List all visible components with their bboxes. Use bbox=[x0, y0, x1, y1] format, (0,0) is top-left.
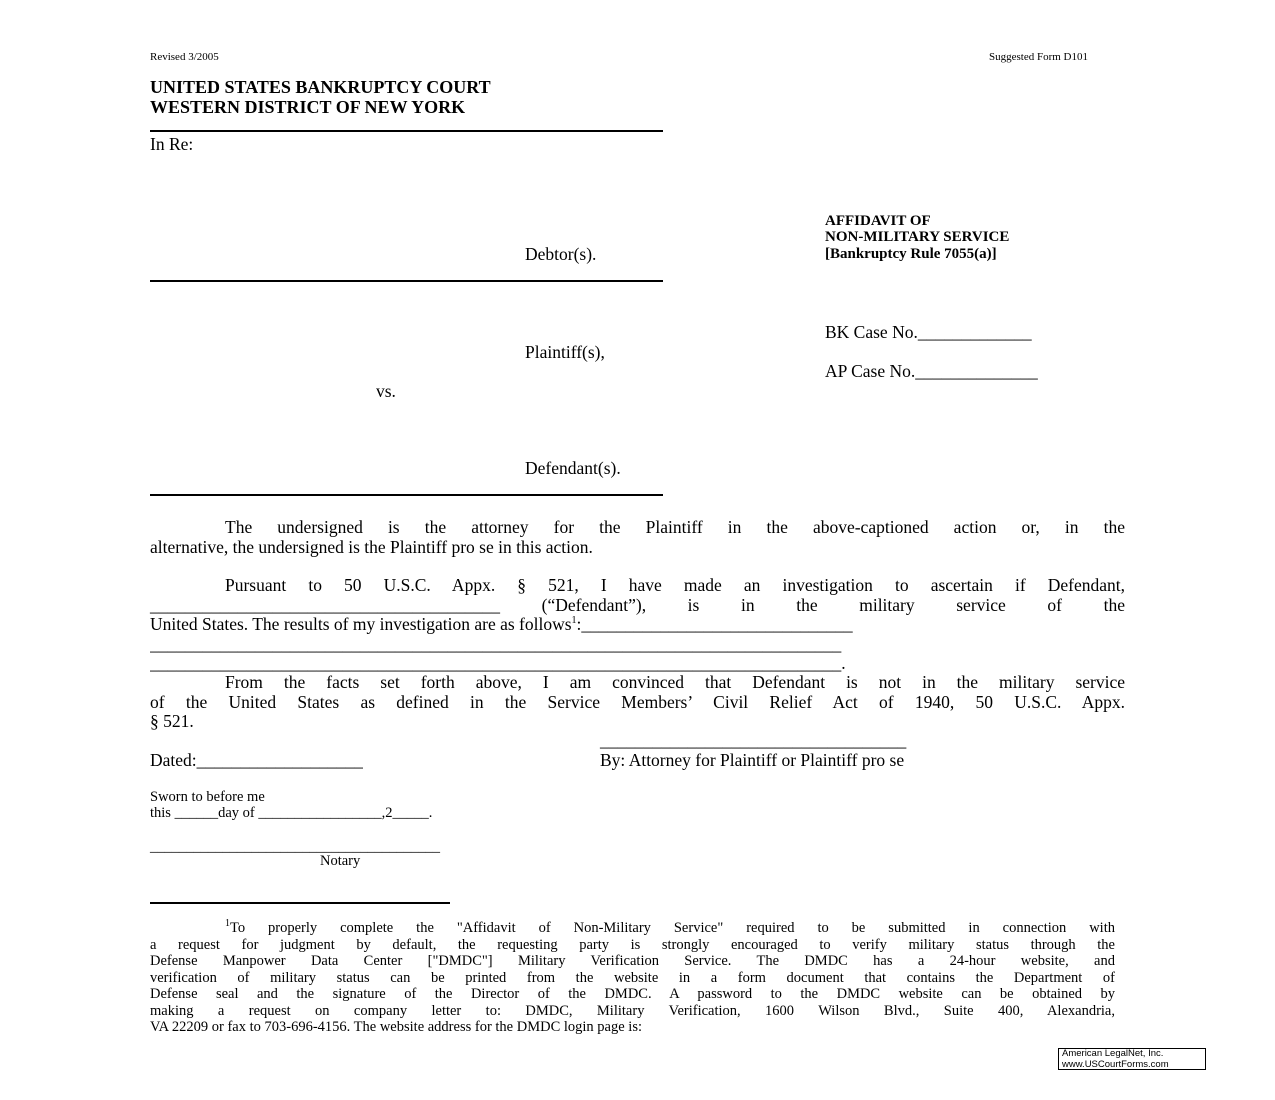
footnote-line2: a request for judgment by default, the requesting party is strongly encouraged to verify military status through the bbox=[150, 936, 1115, 953]
footnote-line6: making a request on company letter to: DMDC, Military Verification, 1600 Wilson Blvd., Suite 400, Alexandria, bbox=[150, 1002, 1115, 1019]
title-line2: NON-MILITARY SERVICE bbox=[825, 229, 1010, 245]
plaintiff-label: Plaintiff(s), bbox=[525, 342, 605, 362]
footnote-line7: VA 22209 or fax to 703-696-4156. The website address for the DMDC login page is: bbox=[150, 1019, 642, 1035]
vs-label: vs. bbox=[376, 381, 396, 401]
p3-line1: From the facts set forth above, I am convinced that Defendant is not in the military service bbox=[225, 672, 1125, 692]
caption-top-rule bbox=[150, 130, 663, 132]
footnote-ref: 1 bbox=[571, 615, 577, 627]
revised-date: Revised 3/2005 bbox=[150, 51, 219, 63]
footnote-line5: Defense seal and the signature of the Director of the DMDC. A password to the DMDC website can be obtained by bbox=[150, 986, 1115, 1002]
title-rule-ref: [Bankruptcy Rule 7055(a)] bbox=[825, 246, 997, 262]
p3-line3: § 521. bbox=[150, 711, 194, 731]
paragraph-conclusion bbox=[150, 673, 1125, 732]
paragraph-attorney bbox=[150, 518, 1125, 557]
p3-line2: of the United States as defined in the Service Members’ Civil Relief Act of 1940, 50 U.S.C. Appx. bbox=[150, 691, 1125, 712]
signature-line: ___________________________________ bbox=[600, 730, 907, 750]
signature-by-label: By: Attorney for Plaintiff or Plaintiff pro se bbox=[600, 750, 905, 770]
bk-case-label: BK Case No. bbox=[825, 322, 918, 342]
ap-case-number bbox=[825, 361, 1038, 382]
ap-case-label: AP Case No. bbox=[825, 361, 916, 381]
court-name: UNITED STATES BANKRUPTCY COURT bbox=[150, 77, 491, 97]
p2-line3-tail: :_______________________________ bbox=[576, 614, 853, 634]
p2-line3-text: United States. The results of my investigation are as follows bbox=[150, 614, 572, 634]
debtor-label: Debtor(s). bbox=[525, 244, 597, 264]
caption-debtor-rule bbox=[150, 280, 663, 282]
stamp-line2: www.USCourtForms.com bbox=[1062, 1058, 1169, 1070]
publisher-stamp bbox=[1058, 1048, 1206, 1070]
title-line1: AFFIDAVIT OF bbox=[825, 213, 931, 229]
notary-signature-line: ________________________________________ bbox=[150, 839, 440, 855]
dated-field: Dated:___________________ bbox=[150, 750, 363, 770]
footnote-line1: To properly complete the "Affidavit of Non-Military Service" required to be submitted in connection with bbox=[230, 920, 1115, 936]
bk-case-number bbox=[825, 322, 1032, 343]
sworn-line2: this ______day of _________________,2_____. bbox=[150, 805, 433, 821]
footnote-line4: verification of military status can be printed from the website in a form document that contains the Department of bbox=[150, 969, 1115, 986]
defendant-label: Defendant(s). bbox=[525, 458, 621, 478]
p2-line1: Pursuant to 50 U.S.C. Appx. § 521, I have made an investigation to ascertain if Defendant, bbox=[225, 575, 1125, 595]
stamp-line1: American LegalNet, Inc. bbox=[1062, 1048, 1164, 1059]
form-id: Suggested Form D101 bbox=[989, 51, 1088, 63]
p1-line2: alternative, the undersigned is the Plaintiff pro se in this action. bbox=[150, 536, 593, 557]
p2-line3 bbox=[150, 615, 1125, 635]
footnote-separator bbox=[150, 902, 450, 904]
court-district: WESTERN DISTRICT OF NEW YORK bbox=[150, 97, 466, 117]
paragraph-investigation bbox=[150, 576, 1125, 674]
footnote-number: 1 bbox=[225, 918, 230, 930]
p2-line2: ________________________________________ (“Defendant”), is in the military service of the bbox=[150, 594, 1125, 615]
p1-line1: The undersigned is the attorney for the Plaintiff in the above-captioned action or, in the bbox=[225, 517, 1125, 537]
results-blank-line-1: _______________________________________________________________________________ bbox=[150, 634, 842, 654]
in-re-label: In Re: bbox=[150, 134, 194, 154]
bk-case-blank: _____________ bbox=[917, 322, 1032, 342]
footnote bbox=[150, 920, 1115, 1036]
sworn-line1: Sworn to before me bbox=[150, 789, 265, 805]
caption-bottom-rule bbox=[150, 494, 663, 496]
footnote-line3: Defense Manpower Data Center ["DMDC"] Military Verification Service. The DMDC has a 24-hour website, and bbox=[150, 953, 1115, 969]
notary-label: Notary bbox=[320, 853, 361, 869]
results-blank-line-2: _______________________________________________________________________________. bbox=[150, 654, 846, 673]
ap-case-blank: ______________ bbox=[915, 361, 1038, 381]
